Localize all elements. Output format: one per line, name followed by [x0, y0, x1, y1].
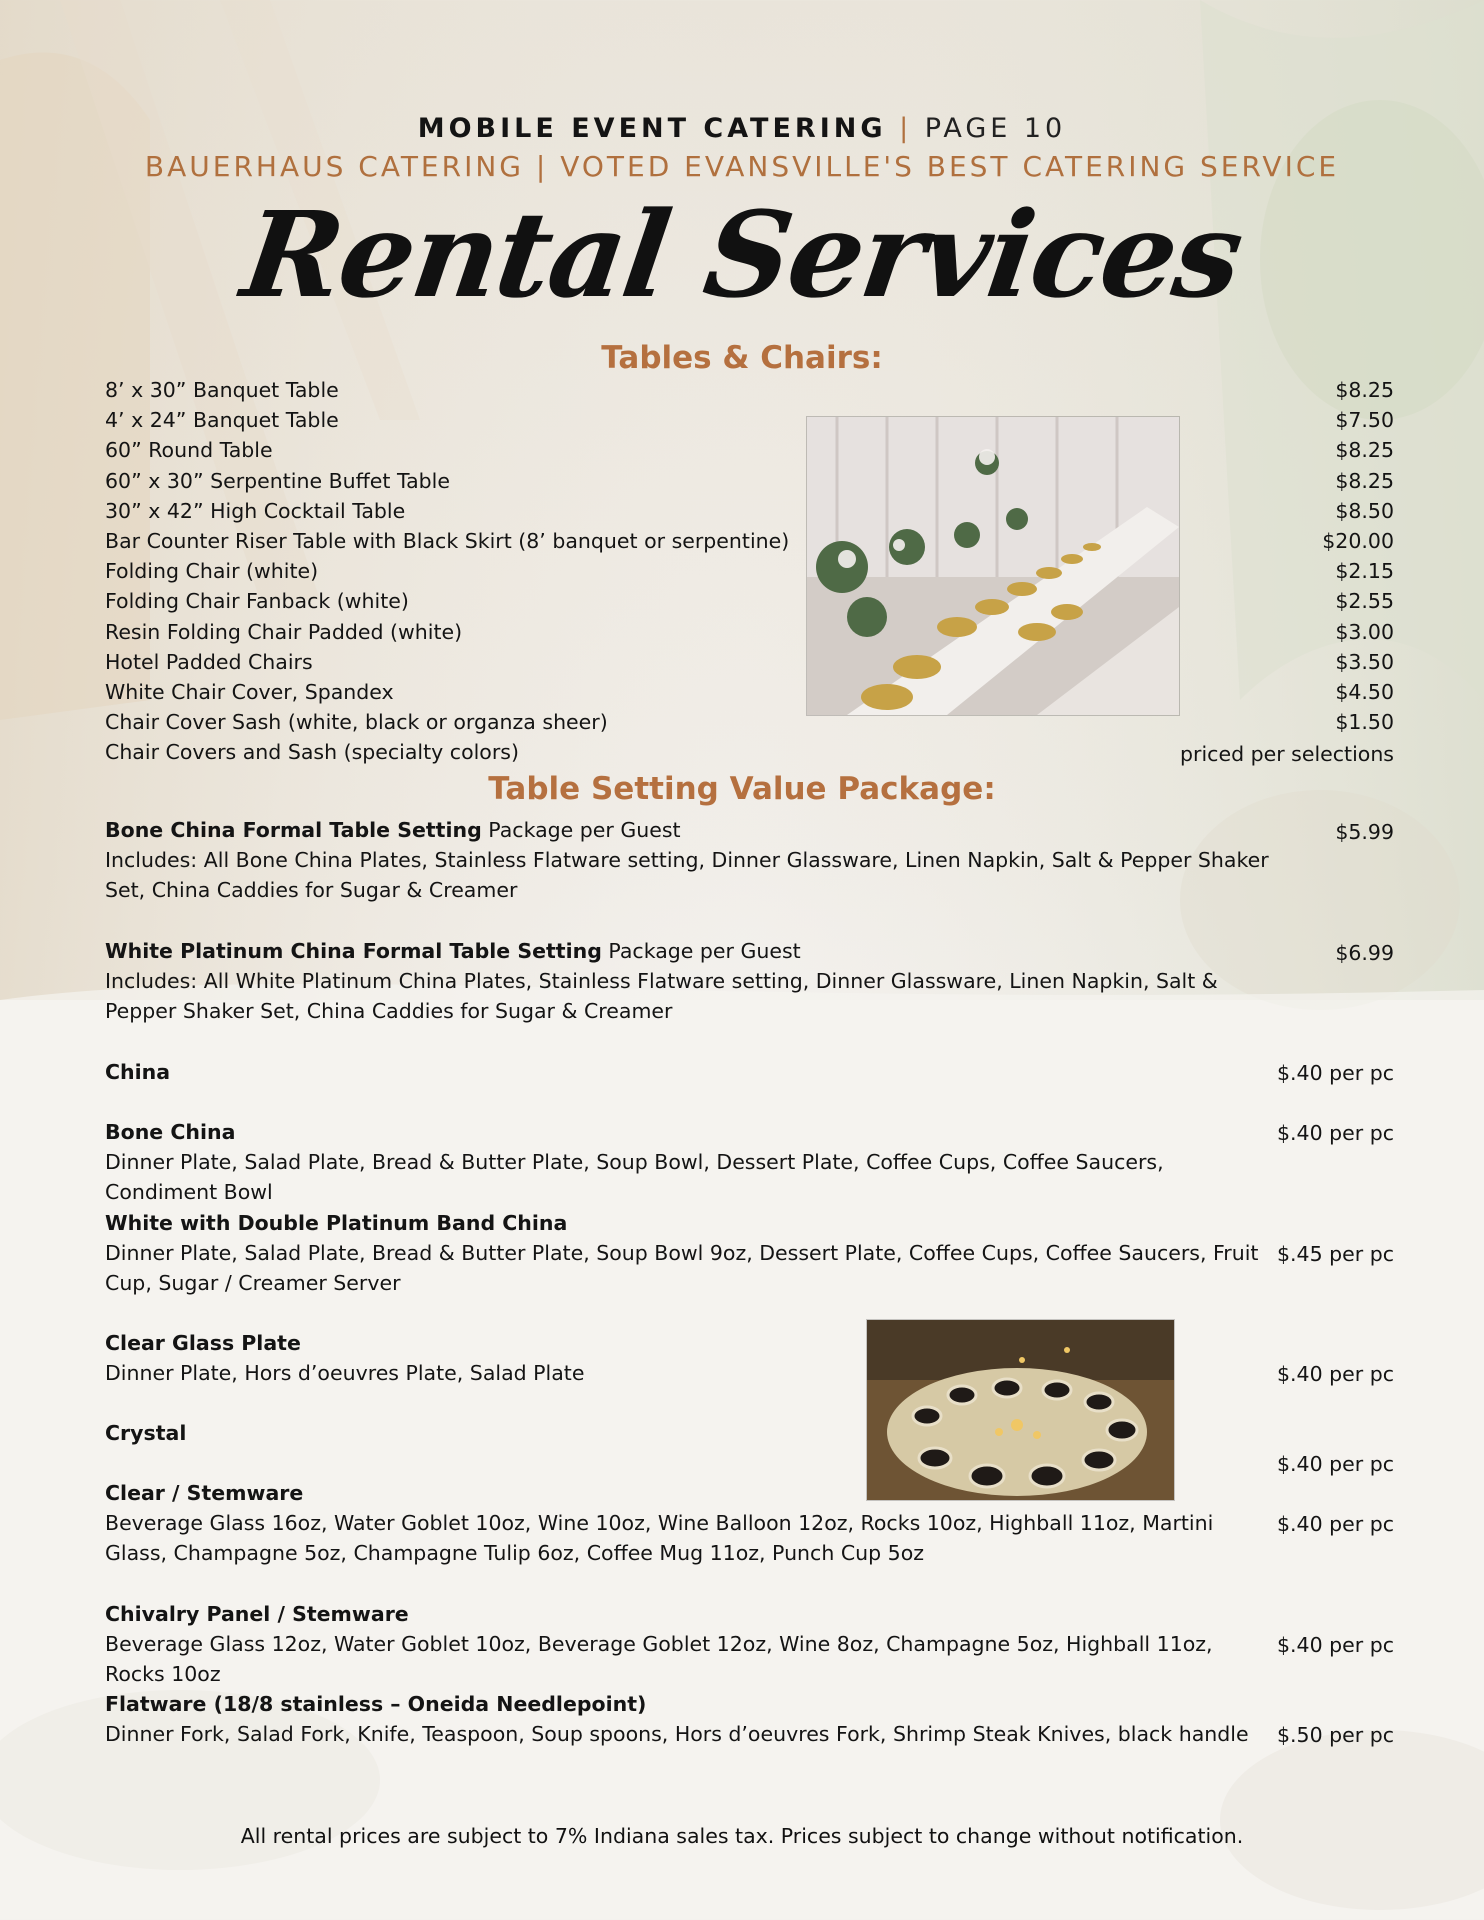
rental-item-price: $8.25: [1335, 378, 1394, 402]
rental-piece-title: Crystal: [105, 1421, 187, 1445]
rental-piece-title: White with Double Platinum Band China: [105, 1211, 568, 1235]
rental-piece-price: $.40 per pc: [1276, 1061, 1394, 1085]
rental-item-price: $1.50: [1335, 710, 1394, 735]
rental-item-name: Chair Covers and Sash (specialty colors): [105, 740, 519, 765]
rental-item-name: Chair Cover Sash (white, black or organza sheer): [105, 710, 608, 735]
rental-item-name: 30” x 42” High Cocktail Table: [105, 498, 406, 523]
rental-item-price: $3.50: [1335, 649, 1394, 674]
rental-piece-item: [105, 1599, 1394, 1689]
rental-piece-price: $.40 per pc: [1276, 1362, 1394, 1386]
rental-item-row: [105, 526, 1394, 556]
rental-item-row: [105, 466, 1394, 496]
rental-item-name: 4’ x 24” Banquet Table: [105, 408, 339, 433]
rental-piece-item: [105, 1418, 1394, 1476]
package-title: [105, 815, 1394, 845]
rental-piece-title: China: [105, 1060, 171, 1084]
package-title: [105, 936, 1394, 966]
rental-item-name: Bar Counter Riser Table with Black Skirt (8’ banquet or serpentine): [105, 529, 790, 553]
rental-piece-price: $.40 per pc: [1276, 1512, 1394, 1536]
rental-item-name: Resin Folding Chair Padded (white): [105, 619, 463, 644]
rental-item-row: [105, 375, 1394, 405]
rental-item-price: $2.15: [1335, 559, 1394, 584]
rental-item-price: $8.50: [1335, 498, 1394, 523]
package-name: Bone China Formal Table Setting: [105, 818, 482, 842]
rental-item-price: $8.25: [1335, 438, 1394, 463]
rental-item-row: [105, 405, 1394, 435]
rental-piece-description: Dinner Plate, Hors d’oeuvres Plate, Salad Plate: [105, 1361, 585, 1385]
rental-item-row: [105, 647, 1394, 677]
page-header: [0, 113, 1484, 144]
rental-item-row: [105, 556, 1394, 586]
rental-piece-title: Flatware (18/8 stainless – Oneida Needlepoint): [105, 1692, 647, 1716]
rental-item-row: [105, 737, 1394, 767]
package-item: [105, 936, 1394, 1026]
header-section: MOBILE EVENT CATERING: [417, 113, 887, 144]
header-page-number: PAGE 10: [924, 113, 1067, 144]
rental-item-name: 8’ x 30” Banquet Table: [105, 378, 339, 402]
rental-item-price: $3.00: [1335, 619, 1394, 644]
header-separator: |: [886, 113, 925, 144]
rental-piece-item: [105, 1057, 1394, 1087]
page-title: Rental Services: [234, 185, 1250, 324]
rental-piece-title: Bone China: [105, 1120, 236, 1144]
rental-item-name: 60” Round Table: [105, 438, 273, 463]
banquet-table-photo: [806, 416, 1180, 716]
rental-piece-price: $.40 per pc: [1276, 1452, 1394, 1476]
rental-item-row: [105, 707, 1394, 737]
rental-item-row: [105, 677, 1394, 707]
rental-item-price: $4.50: [1335, 680, 1394, 704]
rental-piece-title: Chivalry Panel / Stemware: [105, 1602, 409, 1626]
rental-item-row: [105, 617, 1394, 647]
rental-piece-item: [105, 1689, 1394, 1749]
rental-item-name: Hotel Padded Chairs: [105, 649, 313, 674]
rental-item-name: 60” x 30” Serpentine Buffet Table: [105, 468, 450, 493]
package-description: Includes: All White Platinum China Plates, Stainless Flatware setting, Dinner Glassware, Linen Napkin, Salt & Pepper Shaker Set, China Caddies for Sugar & Creamer: [105, 969, 1218, 1023]
rental-piece-description: Dinner Plate, Salad Plate, Bread & Butter Plate, Soup Bowl 9oz, Dessert Plate, Coffee Cups, Coffee Saucers, Fruit Cup, Sugar / Creamer Server: [105, 1241, 1259, 1295]
rental-item-name: White Chair Cover, Spandex: [105, 680, 394, 704]
rental-item-price: priced per selections: [1180, 742, 1394, 767]
rental-item-price: $8.25: [1335, 468, 1394, 493]
rental-item-row: [105, 496, 1394, 526]
rental-piece-price: $.40 per pc: [1276, 1121, 1394, 1145]
rental-item-row: [105, 586, 1394, 616]
footer-note: All rental prices are subject to 7% Indiana sales tax. Prices subject to change without notification.: [240, 1824, 1244, 1848]
rental-piece-description: Dinner Fork, Salad Fork, Knife, Teaspoon, Soup spoons, Hors d’oeuvres Fork, Shrimp Steak Knives, black handle: [105, 1722, 1249, 1746]
rental-piece-item: [105, 1208, 1394, 1298]
package-price: $5.99: [1335, 820, 1394, 844]
rental-item-name: Folding Chair Fanback (white): [105, 589, 409, 614]
package-unit: Package per Guest: [601, 939, 801, 963]
rental-piece-item: [105, 1328, 1394, 1388]
rental-piece-description: Beverage Glass 16oz, Water Goblet 10oz, Wine 10oz, Wine Balloon 12oz, Rocks 10oz, Highball 11oz, Martini Glass, Champagne 5oz, Champagne Tulip 6oz, Coffee Mug 11oz, Punch Cup 5oz: [105, 1511, 1214, 1565]
rental-piece-price: $.45 per pc: [1276, 1242, 1394, 1266]
round-table-setting-photo: [866, 1319, 1175, 1501]
package-item: [105, 815, 1394, 905]
rental-item-price: $7.50: [1335, 408, 1394, 433]
rental-piece-item: [105, 1478, 1394, 1568]
package-name: White Platinum China Formal Table Setting: [105, 939, 602, 963]
rental-item-price: $2.55: [1335, 589, 1394, 614]
section-heading-table-setting: Table Setting Value Package:: [488, 771, 996, 807]
rental-piece-description: Beverage Glass 12oz, Water Goblet 10oz, Beverage Goblet 12oz, Wine 8oz, Champagne 5oz, Highball 11oz, Rocks 10oz: [105, 1632, 1213, 1686]
rental-piece-item: [105, 1117, 1394, 1207]
rental-piece-title: Clear / Stemware: [105, 1481, 304, 1505]
package-unit: Package per Guest: [481, 818, 681, 842]
package-price: $6.99: [1335, 941, 1394, 965]
package-description: Includes: All Bone China Plates, Stainless Flatware setting, Dinner Glassware, Linen Napkin, Salt & Pepper Shaker Set, China Caddies for Sugar & Creamer: [105, 848, 1269, 902]
rental-piece-description: Dinner Plate, Salad Plate, Bread & Butter Plate, Soup Bowl, Dessert Plate, Coffee Cups, Coffee Saucers, Condiment Bowl: [105, 1150, 1164, 1204]
rental-item-price: $20.00: [1322, 529, 1394, 553]
header-subtitle: BAUERHAUS CATERING | VOTED EVANSVILLE'S BEST CATERING SERVICE: [144, 150, 1340, 183]
rental-item-name: Folding Chair (white): [105, 559, 319, 584]
rental-piece-price: $.50 per pc: [1276, 1723, 1394, 1747]
rental-piece-price: $.40 per pc: [1276, 1633, 1394, 1657]
section-heading-tables-chairs: Tables & Chairs:: [601, 340, 883, 376]
rental-item-row: [105, 435, 1394, 465]
rental-piece-title: Clear Glass Plate: [105, 1331, 301, 1355]
